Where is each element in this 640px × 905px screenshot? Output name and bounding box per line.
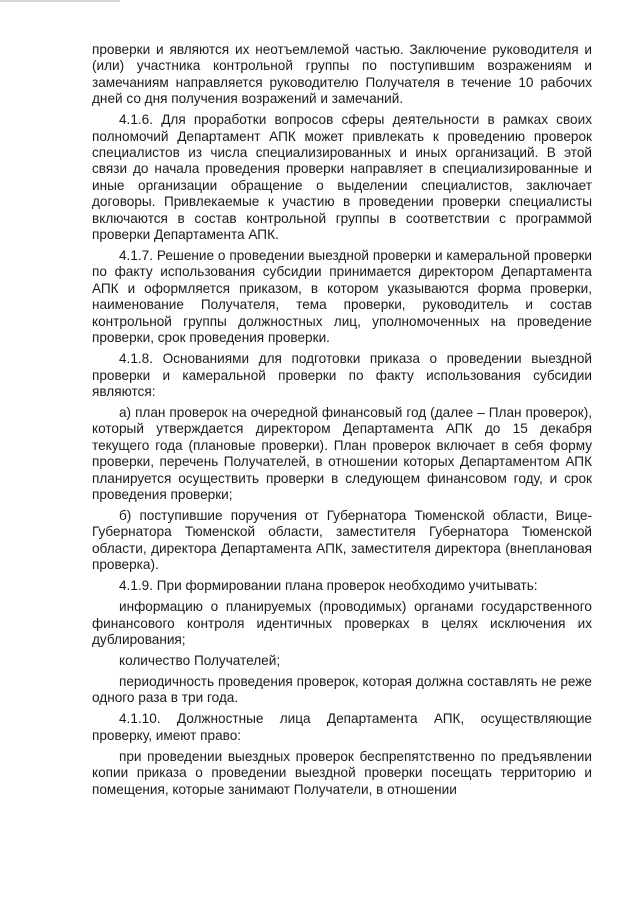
paragraph-4-1-8: 4.1.8. Основаниями для подготовки приказа о проведении выездной проверки и камеральной проверки по факту использования субсидии являются: <box>92 351 592 399</box>
scan-edge-mark <box>0 0 120 2</box>
paragraph-continuation: проверки и являются их неотъемлемой частью. Заключение руководителя и (или) участника контрольной группы по поступившим возражениям и замечаниям направляется руководителю Получателя в течение 10 рабочих дней со дня получения возражений и замечаний. <box>92 42 592 107</box>
paragraph-4-1-9-item-1: информацию о планируемых (проводимых) органами государственного финансового контроля идентичных проверках в целях исключения их дублирования; <box>92 599 592 647</box>
paragraph-4-1-9-item-2: количество Получателей; <box>119 652 281 668</box>
paragraph-4-1-9-item-3: периодичность проведения проверок, которая должна составлять не реже одного раза в три года. <box>92 673 592 706</box>
paragraph-4-1-10-item-1: при проведении выездных проверок беспрепятственно по предъявлении копии приказа о проведении выездной проверки посещать территорию и помещения, которые занимают Получатели, в отношении <box>92 748 592 797</box>
paragraph-4-1-9: 4.1.9. При формировании плана проверок необходимо учитывать: <box>119 578 538 594</box>
paragraph-4-1-8-a: а) план проверок на очередной финансовый год (далее – План проверок), который утверждается директором Департамента АПК до 15 декабря текущего года (плановые проверки). План проверок включает в себя форму проверки, перечень Получателей, в отношении которых Департаментом АПК планируется осуществить проверки в следующем финансовом году, и срок проведения проверки; <box>92 404 592 502</box>
document-body <box>92 42 592 803</box>
paragraph-4-1-7: 4.1.7. Решение о проведении выездной проверки и камеральной проверки по факту использования субсидии принимается директором Департамента АПК и оформляется приказом, в котором указываются форма проверки, наименование Получателя, тема проверки, руководитель и состав контрольной группы должностных лиц, уполномоченных на проведение проверки, срок проведения проверки. <box>92 248 592 346</box>
paragraph-4-1-6: 4.1.6. Для проработки вопросов сферы деятельности в рамках своих полномочий Департамент АПК может привлекать к проведению проверок специалистов из числа специализированных и иных организаций. В этой связи до начала проведения проверки направляет в специализированные и иные организации обращение о выделении специалистов, заключает договоры. Привлекаемые к участию в проведении проверки специалисты включаются в состав контрольной группы в соответствии с программой проверки Департамента АПК. <box>92 112 592 243</box>
paragraph-4-1-8-b: б) поступившие поручения от Губернатора Тюменской области, Вице-Губернатора Тюменской области, заместителя Губернатора Тюменской области, директора Департамента АПК, заместителя директора (внеплановая проверка). <box>92 507 592 573</box>
paragraph-4-1-10: 4.1.10. Должностные лица Департамента АПК, осуществляющие проверку, имеют право: <box>92 711 592 743</box>
